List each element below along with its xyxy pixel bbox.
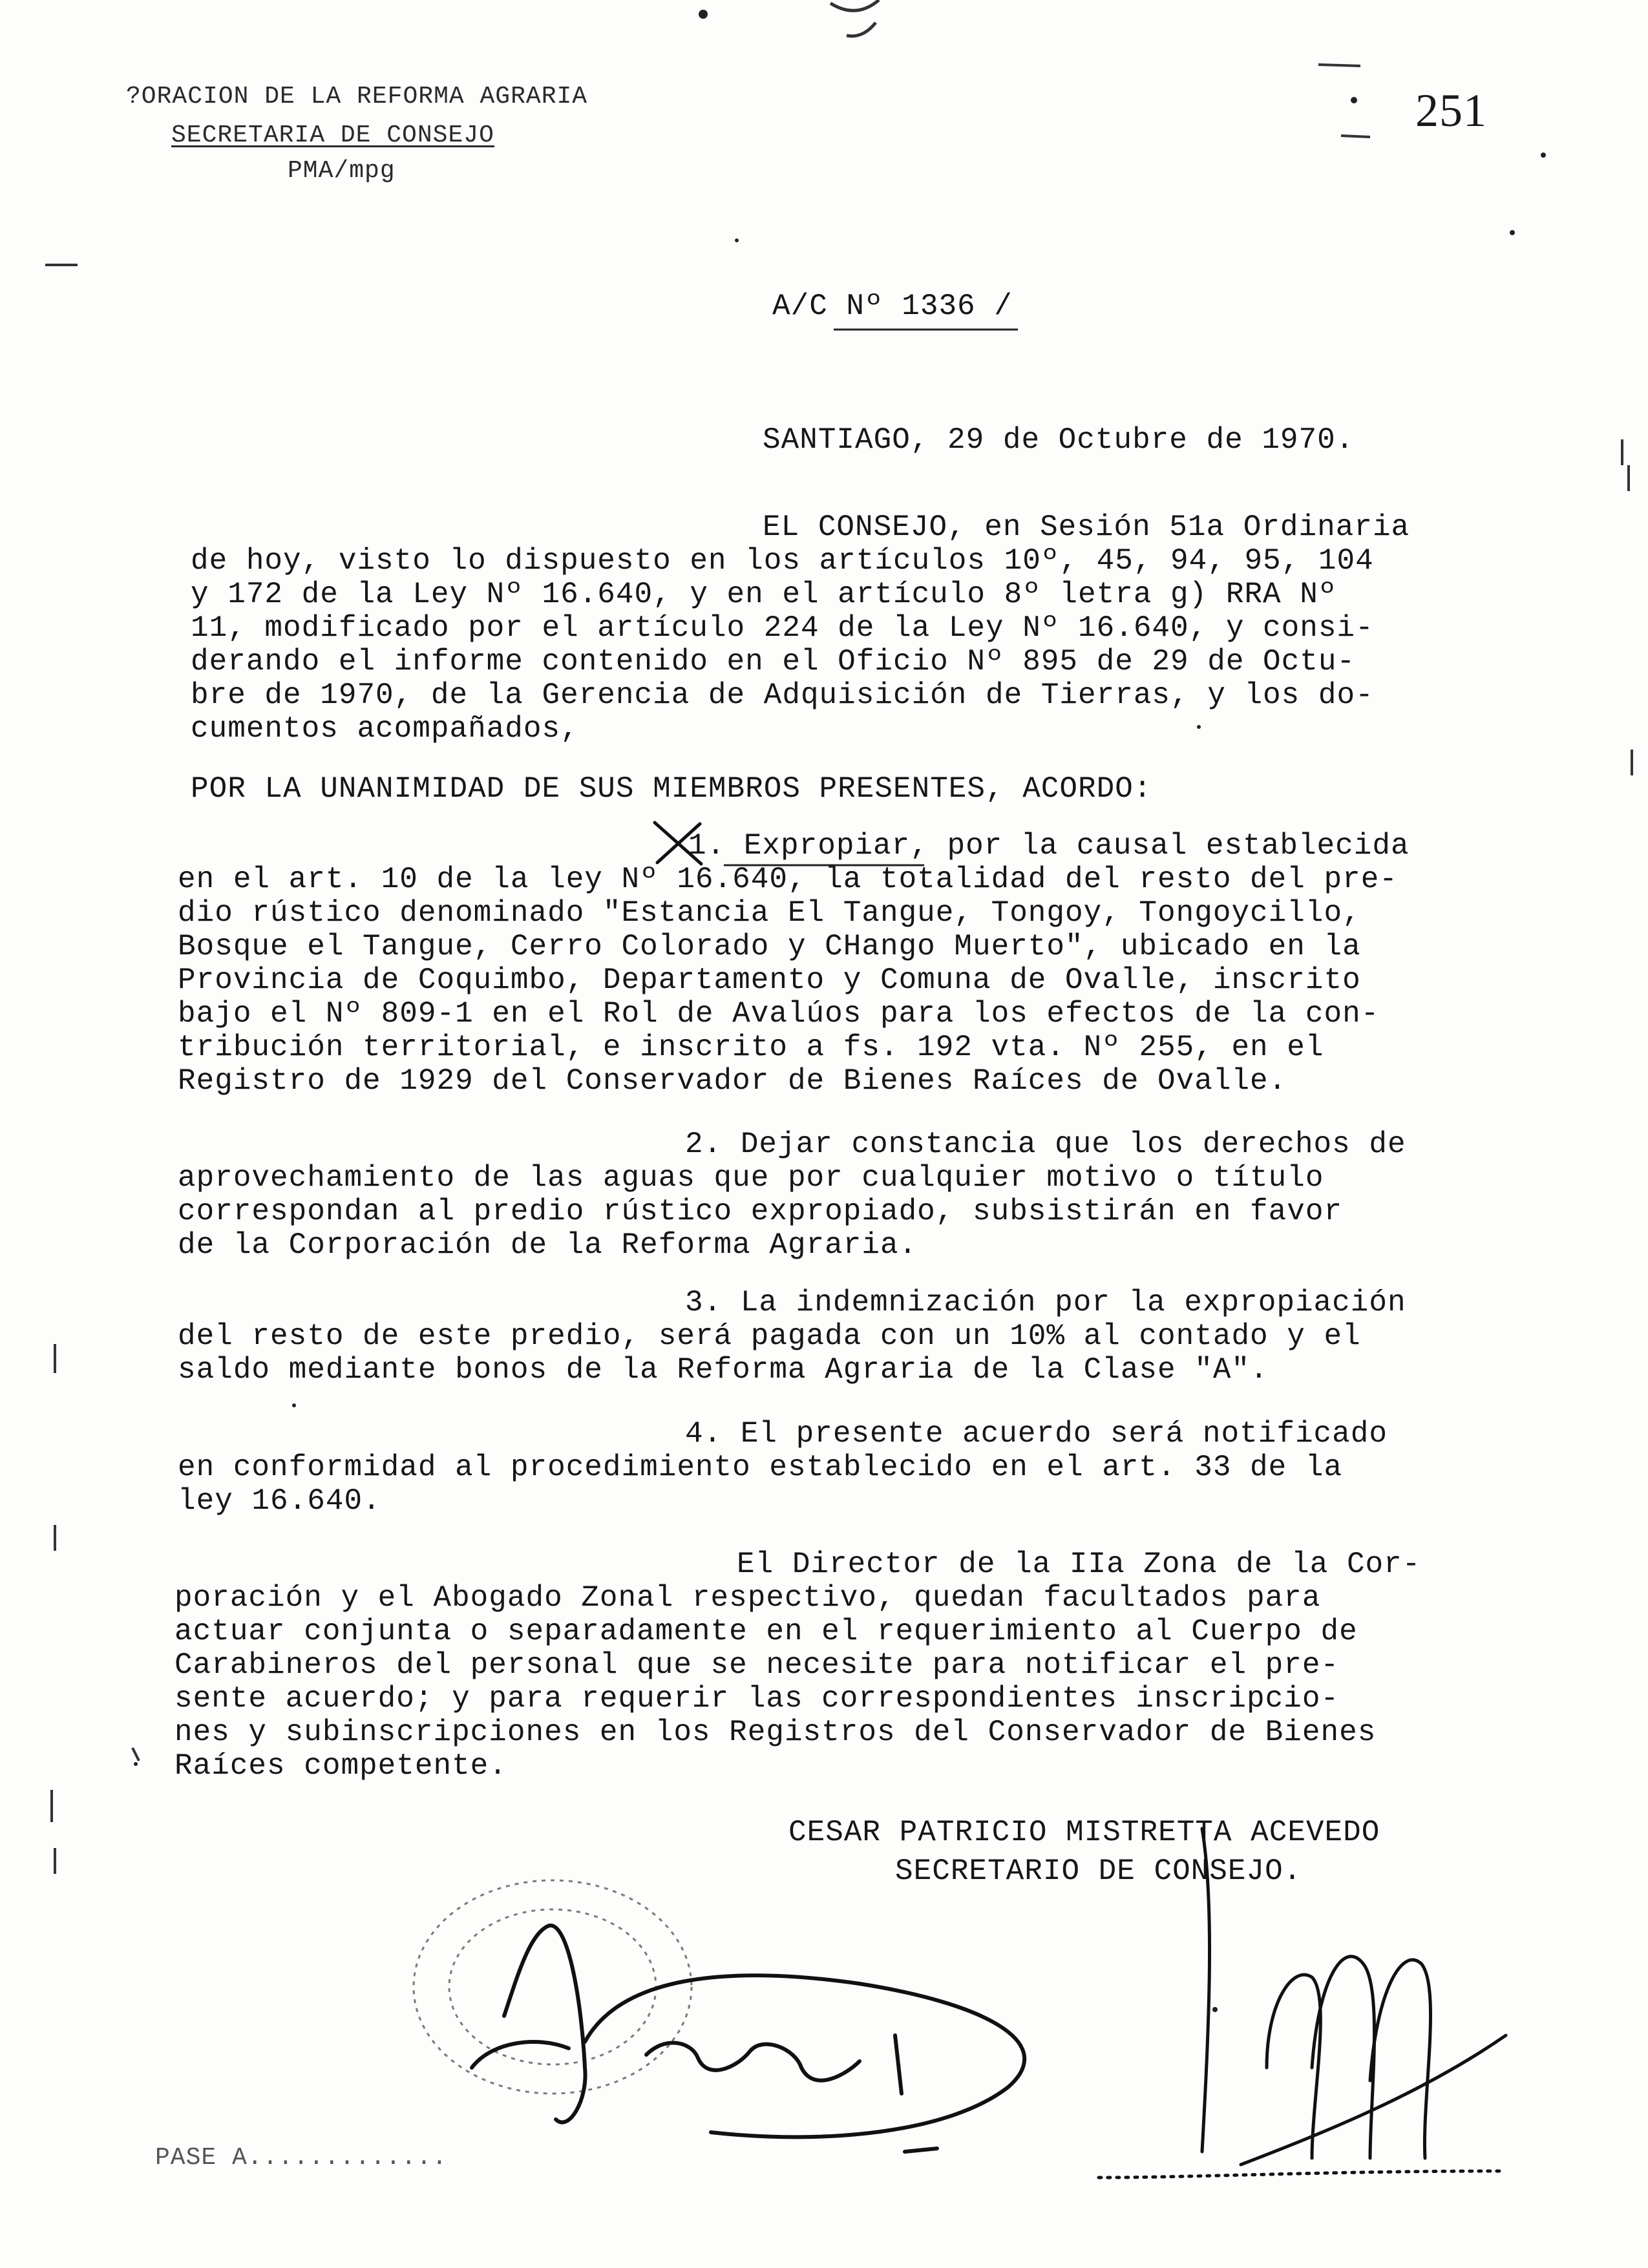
preamble-line: EL CONSEJO, en Sesión 51a Ordinaria (763, 510, 1410, 544)
item-line: Bosque el Tangue, Cerro Colorado y CHango Muerto", ubicado en la (178, 930, 1361, 963)
routing-footer: PASE A............. (155, 2144, 448, 2172)
preamble-line: derando el informe contenido en el Oficio Nº 895 de 29 de Octu- (191, 645, 1356, 678)
item-line: 2. Dejar constancia que los derechos de (685, 1128, 1406, 1161)
item-line: bajo el Nº 809-1 en el Rol de Avalúos para los efectos de la con- (178, 997, 1380, 1031)
item-line: en conformidad al procedimiento establecido en el art. 33 de la (178, 1451, 1343, 1484)
item-line: Carabineros del personal que se necesite para notificar el pre- (174, 1648, 1340, 1682)
item-line: Provincia de Coquimbo, Departamento y Comuna de Ovalle, inscrito (178, 963, 1361, 997)
agreement-number-underline (834, 326, 1021, 333)
department-name: SECRETARIA DE CONSEJO (171, 121, 494, 149)
item-line: ley 16.640. (178, 1484, 381, 1518)
signatory-title: SECRETARIO DE CONSEJO. (895, 1854, 1302, 1888)
preamble-line: bre de 1970, de la Gerencia de Adquisición de Tierras, y los do- (191, 678, 1374, 712)
signatory-name: CESAR PATRICIO MISTRETTA ACEVEDO (788, 1816, 1380, 1849)
preamble-line: 11, modificado por el artículo 224 de la Ley Nº 16.640, y consi- (191, 611, 1374, 645)
item-line: de la Corporación de la Reforma Agraria. (178, 1228, 918, 1262)
item-line: en el art. 10 de la ley Nº 16.640, la totalidad del resto del pre- (178, 863, 1398, 896)
page-number: 251 (1415, 85, 1487, 136)
item-line: Registro de 1929 del Conservador de Bienes Raíces de Ovalle. (178, 1064, 1287, 1098)
item-line: poración y el Abogado Zonal respectivo, quedan facultados para (174, 1581, 1321, 1615)
item-line: 1. Expropiar, por la causal establecida (688, 829, 1410, 863)
item-line: nes y subinscripciones en los Registros del Conservador de Bienes (174, 1716, 1377, 1749)
item-line: El Director de la IIa Zona de la Cor- (737, 1548, 1421, 1581)
item-line: actuar conjunta o separadamente en el requerimiento al Cuerpo de (174, 1615, 1358, 1648)
item-line: 4. El presente acuerdo será notificado (685, 1417, 1388, 1451)
preamble-line: cumentos acompañados, (191, 712, 579, 746)
reference-initials: PMA/mpg (288, 157, 396, 185)
item-line: sente acuerdo; y para requerir las correspondientes inscripcio- (174, 1682, 1340, 1716)
item-line: saldo mediante bonos de la Reforma Agraria de la Clase "A". (178, 1353, 1269, 1387)
item-line: dio rústico denominado "Estancia El Tangue, Tongoy, Tongoycillo, (178, 896, 1361, 930)
handwritten-x-mark (650, 817, 708, 869)
agreement-number-text: A/C Nº 1336 / (772, 289, 1013, 323)
agreement-number (772, 289, 1013, 323)
expropiar-underline (724, 863, 931, 869)
preamble-line: de hoy, visto lo dispuesto en los artículos 10º, 45, 94, 95, 104 (191, 544, 1374, 578)
item-line: del resto de este predio, será pagada con un 10% al contado y el (178, 1319, 1361, 1353)
place-date: SANTIAGO, 29 de Octubre de 1970. (763, 423, 1355, 457)
resolution-heading: POR LA UNANIMIDAD DE SUS MIEMBROS PRESENTES, ACORDO: (191, 772, 1152, 806)
item-line: tribución territorial, e inscrito a fs. 192 vta. Nº 255, en el (178, 1031, 1324, 1064)
institution-name: ?ORACION DE LA REFORMA AGRARIA (126, 83, 588, 110)
item-line: 3. La indemnización por la expropiación (685, 1286, 1406, 1319)
item-line: aprovechamiento de las aguas que por cualquier motivo o título (178, 1161, 1324, 1195)
preamble-line: y 172 de la Ley Nº 16.640, y en el artículo 8º letra g) RRA Nº (191, 578, 1337, 611)
item-line: Raíces competente. (174, 1749, 507, 1783)
item-line: correspondan al predio rústico expropiado, subsistirán en favor (178, 1195, 1343, 1228)
